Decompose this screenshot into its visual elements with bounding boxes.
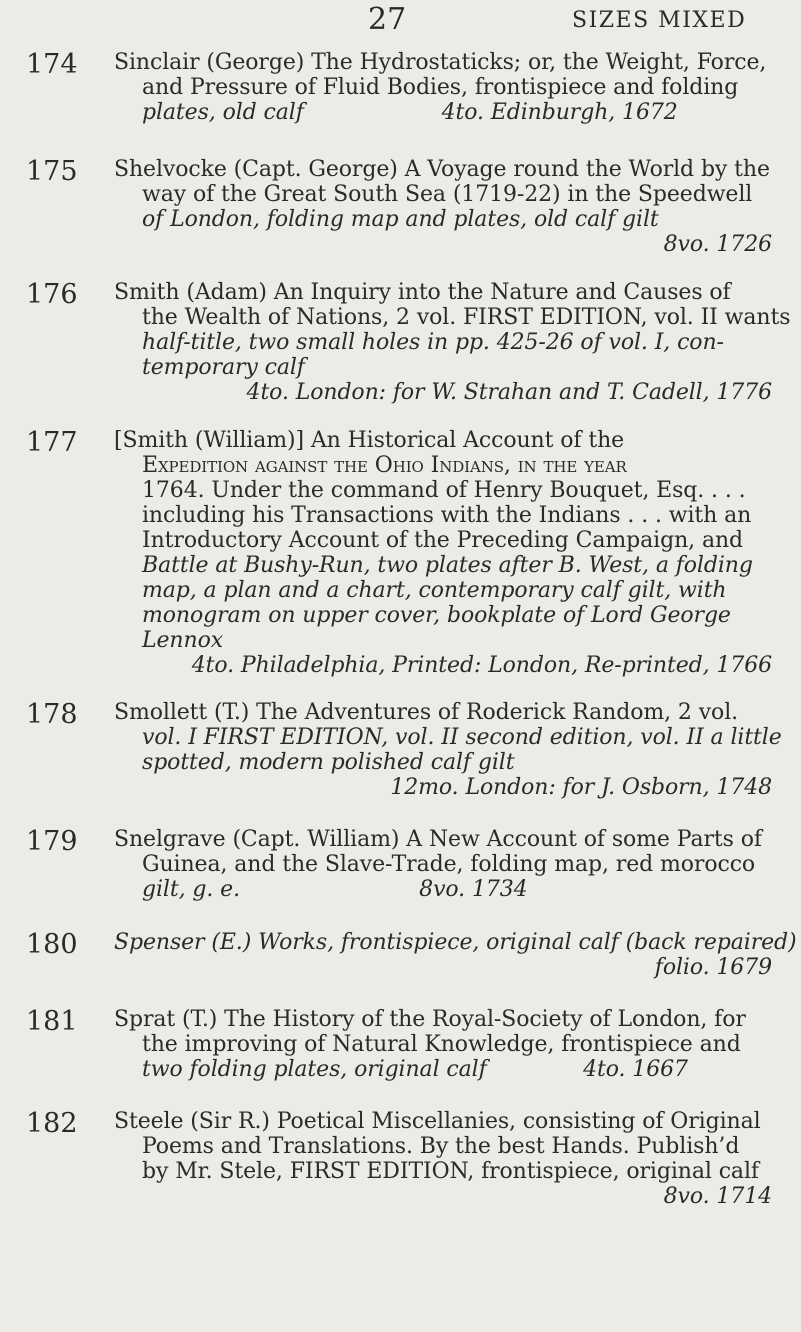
lot-line: Introductory Account of the Preceding Campaign, and xyxy=(142,528,744,553)
lot-line: plates, old calf 4to. Edinburgh, 1672 xyxy=(142,100,678,125)
lot-line: Sprat (T.) The History of the Royal-Society of London, for xyxy=(114,1007,746,1032)
lot-imprint: 4to. Philadelphia, Printed: London, Re-printed, 1766 xyxy=(191,653,772,678)
lot-number: 176 xyxy=(26,279,78,310)
lot-line: Steele (Sir R.) Poetical Miscellanies, consisting of Original xyxy=(114,1109,761,1134)
lot-line: including his Transactions with the Indians . . . with an xyxy=(142,503,752,528)
lot-description xyxy=(114,428,772,678)
lot-description xyxy=(114,1007,772,1082)
lot-line: the improving of Natural Knowledge, frontispiece and xyxy=(142,1032,741,1057)
page-number: 27 xyxy=(368,2,407,37)
lot-line: Expedition against the Ohio Indians, in the year xyxy=(142,453,627,478)
lot-line: 1764. Under the command of Henry Bouquet, Esq. . . . xyxy=(142,478,746,503)
lot-line: map, a plan and a chart, contemporary calf gilt, with xyxy=(142,578,727,603)
lot-imprint: 12mo. London: for J. Osborn, 1748 xyxy=(390,775,772,800)
lot-description xyxy=(114,280,791,405)
lot-description xyxy=(114,157,772,257)
lot-line: the Wealth of Nations, 2 vol. FIRST EDITION, vol. II wants xyxy=(142,305,791,330)
lot-line: by Mr. Stele, FIRST EDITION, frontispiece, original calf xyxy=(142,1159,759,1184)
lot-description xyxy=(114,930,797,980)
lot-imprint: folio. 1679 xyxy=(654,955,772,980)
lot-line: temporary calf xyxy=(142,355,305,380)
lot-number: 179 xyxy=(26,826,78,857)
lot-line: monogram on upper cover, bookplate of Lord George xyxy=(142,603,731,628)
lot-line: Guinea, and the Slave-Trade, folding map, red morocco xyxy=(142,852,756,877)
lot-imprint: 8vo. 1726 xyxy=(663,232,772,257)
lot-number: 174 xyxy=(26,49,78,80)
lot-line: spotted, modern polished calf gilt xyxy=(142,750,515,775)
lot-line: two folding plates, original calf 4to. 1667 xyxy=(142,1057,688,1082)
lot-line: Poems and Translations. By the best Hands. Publish’d xyxy=(142,1134,740,1159)
lot-description xyxy=(114,827,772,902)
lot-line: of London, folding map and plates, old calf gilt xyxy=(142,207,659,232)
running-head: SIZES MIXED xyxy=(572,8,747,33)
lot-line: [Smith (William)] An Historical Account of the xyxy=(114,428,625,453)
lot-line: half-title, two small holes in pp. 425-26 of vol. I, con- xyxy=(142,330,724,355)
lot-description xyxy=(114,700,782,800)
lot-line: Snelgrave (Capt. William) A New Account of some Parts of xyxy=(114,827,762,852)
lot-description xyxy=(114,1109,772,1209)
lot-line: vol. I FIRST EDITION, vol. II second edition, vol. II a little xyxy=(142,725,782,750)
lot-number: 180 xyxy=(26,929,78,960)
lot-line: Lennox xyxy=(142,628,224,653)
lot-line: Smollett (T.) The Adventures of Roderick Random, 2 vol. xyxy=(114,700,739,725)
lot-imprint: 4to. London: for W. Strahan and T. Cadell, 1776 xyxy=(246,380,772,405)
lot-line: Sinclair (George) The Hydrostaticks; or, the Weight, Force, xyxy=(114,50,767,75)
lot-line: Battle at Bushy-Run, two plates after B. West, a folding xyxy=(142,553,753,578)
page-header xyxy=(0,2,801,42)
lot-line: Shelvocke (Capt. George) A Voyage round the World by the xyxy=(114,157,770,182)
lot-imprint: 8vo. 1714 xyxy=(663,1184,772,1209)
lot-number: 175 xyxy=(26,156,78,187)
lot-line: gilt, g. e. 8vo. 1734 xyxy=(142,877,528,902)
lot-line: way of the Great South Sea (1719-22) in the Speedwell xyxy=(142,182,753,207)
lot-line: Smith (Adam) An Inquiry into the Nature and Causes of xyxy=(114,280,731,305)
lot-line: and Pressure of Fluid Bodies, frontispiece and folding xyxy=(142,75,739,100)
lot-line: Spenser (E.) Works, frontispiece, original calf (back repaired) xyxy=(114,930,797,955)
lot-number: 177 xyxy=(26,427,78,458)
lot-number: 178 xyxy=(26,699,78,730)
lot-description xyxy=(114,50,772,125)
lot-number: 181 xyxy=(26,1006,78,1037)
lot-number: 182 xyxy=(26,1108,78,1139)
